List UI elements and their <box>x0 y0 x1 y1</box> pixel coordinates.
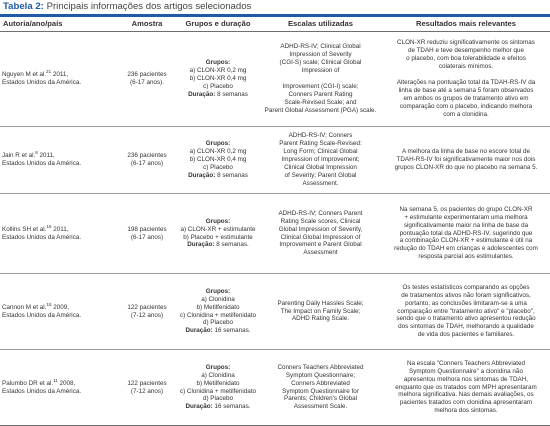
scales-line: Impression of <box>301 67 340 75</box>
scales-cell <box>259 127 382 194</box>
author-country: Estados Unidos da América. <box>2 160 82 167</box>
author-country: Estados Unidos da América. <box>2 79 82 86</box>
sample-size: 198 pacientes <box>127 225 167 233</box>
scales-cell <box>259 350 382 426</box>
author-name: Nguyen M et al. <box>2 71 47 79</box>
reference-number: 21 <box>46 69 52 74</box>
scales-line: The Impact on Family Scale; <box>280 307 361 315</box>
results-line: Alterações na pontuação total da TDAH-RS-IV da <box>396 78 536 86</box>
table-row <box>0 32 550 127</box>
results-line: a combinação CLON-XR + estimulante é útil na <box>399 237 533 245</box>
groups-cell <box>177 127 259 194</box>
results-line: sendo que o tratamento ativo apresentou redução <box>396 315 536 323</box>
results-line: + estimulante experimentaram uma melhora <box>404 213 528 221</box>
caption-text: Principais informações dos artigos selecionados <box>46 1 252 12</box>
scales-line: ADHD-RS-IV; Clinical Global <box>280 43 361 51</box>
scales-line: Improvement (CGI-I) scale; <box>282 82 359 90</box>
group-item: b) Placebo + estimulante <box>183 233 253 241</box>
caption-label: Tabela 2: <box>3 1 44 12</box>
author-year: 2011, <box>37 152 55 160</box>
results-cell <box>382 350 550 426</box>
reference-number: 16 <box>46 223 52 229</box>
groups-cell <box>177 274 259 350</box>
results-line: de TDAH e teve desempenho melhor que <box>407 47 525 55</box>
results-line: pontuação total da ADHD-RS-IV, sugerindo que <box>399 229 533 237</box>
results-line: comparação entre "tratamento ativo" e "placebo", <box>397 307 535 315</box>
sample-cell <box>117 274 177 350</box>
results-line: colaterais mínimos. <box>438 63 494 71</box>
group-item: b) Metilfenidato <box>196 303 240 311</box>
results-cell <box>382 32 550 127</box>
scales-line: (CGI-S) scale; Clinical Global <box>279 59 362 67</box>
results-line: Symptom Questionnaire" a clonidina não <box>409 367 523 375</box>
group-item: c) Placebo <box>203 163 233 171</box>
scales-line: Impression of Severity <box>289 51 352 59</box>
table-row <box>0 274 550 350</box>
author-country: Estados Unidos da América. <box>2 233 82 241</box>
groups-cell <box>177 32 259 127</box>
author-year: 2011, <box>51 71 69 79</box>
scales-line: Rating Scale scores, Clinical <box>280 217 361 225</box>
results-line: melhora significativa. Nas demais avaliações, os <box>398 391 534 399</box>
results-line: linha de base até a semana 5 foram observados <box>398 86 534 94</box>
groups-title: Grupos: <box>205 217 231 225</box>
group-item: a) CLON-XR + estimulante <box>180 225 256 233</box>
scales-line: Conners Abbreviated <box>291 379 350 387</box>
scales-line: ADHD-RS-IV; Conners <box>288 132 353 140</box>
results-line: redução do TDAH em crianças e adolescentes com <box>394 245 538 253</box>
scales-line: Scale-Revised Scale; and <box>284 98 357 106</box>
sample-cell <box>117 127 177 194</box>
author-year: 2011, <box>51 225 69 233</box>
scales-line: Assessment. <box>302 179 339 187</box>
author-name: Kollins SH et al. <box>2 225 47 233</box>
duration-value: 16 semanas. <box>212 403 251 411</box>
scales-line: ADHD-RS-IV; Conners Parent <box>278 209 363 217</box>
scales-line: ADHD Rating Scale. <box>291 315 350 323</box>
results-line: Os testes estatísticos comparando as opções <box>402 283 530 291</box>
reference-number: 15 <box>46 301 52 307</box>
groups-title: Grupos: <box>205 140 231 148</box>
duration-label: Duração: <box>188 171 216 179</box>
results-line: pacientes tratados com clonidina apresentaram <box>399 399 533 407</box>
header-results: Resultados mais relevantes <box>382 17 550 32</box>
author-cell <box>0 274 117 350</box>
results-line: de tratamentos ativos não foram significativos, <box>401 291 531 299</box>
scales-cell <box>259 194 382 274</box>
results-line: enquanto que os tratados com MPH apresentaram <box>395 383 537 391</box>
group-item: a) Clonidina <box>201 295 235 303</box>
scales-line: Clinical Global Impression <box>284 163 357 171</box>
scales-line: Improvement e Parent Global <box>279 241 362 249</box>
sample-age: (7-12 anos) <box>130 387 164 395</box>
results-line: portanto, as conclusões limitaram-se a uma <box>405 299 527 307</box>
group-item: a) Clonidina <box>201 371 235 379</box>
results-line: grupos CLON-XR do que no placebo na semana 5. <box>394 163 538 171</box>
scales-line: Parents; Children's Global <box>284 395 357 403</box>
groups-title: Grupos: <box>205 59 231 67</box>
header-author: Autoria/ano/país <box>0 17 117 32</box>
scales-line: Conners Teachers Abbreviated <box>277 363 364 371</box>
duration-label: Duração: <box>188 90 216 98</box>
author-name: Cannon M et al. <box>2 303 47 311</box>
duration-label: Duração: <box>185 327 213 335</box>
group-item: d) Placebo <box>202 319 234 327</box>
duration-value: 16 semanas. <box>212 327 251 335</box>
group-item: c) Clonidina + metilfenidato <box>179 311 257 319</box>
duration-value: 8 semanas <box>215 171 248 179</box>
results-line: comparação com o placebo, indicando melhora <box>399 102 533 110</box>
table-header-row <box>0 17 550 32</box>
table-row <box>0 350 550 426</box>
articles-table <box>0 17 550 426</box>
header-scales: Escalas utilizadas <box>259 17 382 32</box>
group-item: a) CLON-XR 0,2 mg <box>189 148 247 156</box>
group-item: b) Metilfenidato <box>196 379 240 387</box>
results-line: TDAH-RS-IV foi significativamente maior nos dois <box>396 156 536 164</box>
author-name: Jain R et al. <box>2 152 36 160</box>
sample-age: (6-17 anos) <box>130 233 164 241</box>
author-cell <box>0 350 117 426</box>
header-groups: Grupos e duração <box>177 17 259 32</box>
duration-value: 8 semanas <box>215 90 248 98</box>
groups-title: Grupos: <box>205 287 231 295</box>
author-cell <box>0 194 117 274</box>
author-cell <box>0 127 117 194</box>
scales-line: Parent Rating Scale-Revised: <box>279 140 362 148</box>
duration-label: Duração: <box>185 403 213 411</box>
scales-line: Assessment Scale. <box>293 403 348 411</box>
results-line: Na semana 5, os pacientes do grupo CLON-XR <box>399 205 533 213</box>
groups-cell <box>177 350 259 426</box>
author-year: 2008, <box>57 379 76 387</box>
author-name: Palumbo DR et al. <box>2 379 54 387</box>
results-cell <box>382 127 550 194</box>
results-line: resposta parcial aos estimulantes. <box>418 253 514 261</box>
duration-value: 8 semanas. <box>214 241 249 249</box>
author-cell <box>0 32 117 127</box>
groups-title: Grupos: <box>205 363 231 371</box>
sample-cell <box>117 194 177 274</box>
scales-line: Conners Parent Rating <box>288 90 353 98</box>
results-line: em ambos os grupos de tratamento ativo em <box>403 94 529 102</box>
sample-cell <box>117 32 177 127</box>
sample-size: 122 pacientes <box>127 379 167 387</box>
group-item: d) Placebo <box>202 395 234 403</box>
results-line: de vida dos pacientes e familiares. <box>417 331 515 339</box>
sample-size: 122 pacientes <box>127 303 167 311</box>
scales-line: Long Form; Clinical Global <box>283 148 358 156</box>
reference-number: 8 <box>35 150 38 155</box>
results-cell <box>382 194 550 274</box>
scales-line: of Severity; Parent Global <box>284 171 357 179</box>
group-item: b) CLON-XR 0,4 mg <box>189 156 247 164</box>
group-item: a) CLON-XR 0,2 mg <box>189 67 247 75</box>
sample-size: 236 pacientes <box>127 152 167 160</box>
scales-line: Parent Global Assessment (PGA) scale. <box>264 106 377 114</box>
results-line: apresentou melhora nos sintomas de TDAH, <box>403 375 529 383</box>
group-item: b) CLON-XR 0,4 mg <box>189 75 247 83</box>
scales-cell <box>259 32 382 127</box>
results-line: significativamente maior na linha de base da <box>403 221 529 229</box>
sample-size: 236 pacientes <box>127 71 167 79</box>
sample-age: (6-17 anos) <box>130 160 164 167</box>
table-caption <box>3 0 251 14</box>
scales-line: Symptom Questionnaire; <box>285 371 356 379</box>
sample-cell <box>117 350 177 426</box>
table-row <box>0 194 550 274</box>
reference-number: 11 <box>53 377 58 383</box>
scales-line: Global Impression of Severity, <box>278 225 363 233</box>
results-line: Na escala "Conners Teachers Abbreviated <box>407 359 525 367</box>
scales-line: Assessment <box>303 249 338 257</box>
results-line: CLON-XR reduziu significativamente os sintomas <box>397 39 535 47</box>
group-item: c) Clonidina + metilfenidato <box>179 387 257 395</box>
results-cell <box>382 274 550 350</box>
results-line: dos sintomas de TDAH, melhorando a qualidade <box>398 323 534 331</box>
table-row <box>0 127 550 194</box>
scales-line: Parenting Daily Hassles Scale; <box>277 299 364 307</box>
group-item: c) Placebo <box>203 82 233 90</box>
scales-line: Symptom Questionnaire for <box>282 387 359 395</box>
sample-age: (6-17 anos). <box>130 79 164 86</box>
author-country: Estados Unidos da América. <box>2 387 82 395</box>
results-line: o placebo, com boa tolerabilidade e efeitos <box>406 55 526 63</box>
scales-line: Impression of Improvement; <box>281 156 360 164</box>
results-line: melhora dos sintomas. <box>434 407 498 415</box>
groups-cell <box>177 194 259 274</box>
author-country: Estados Unidos da América. <box>2 311 82 319</box>
author-year: 2009, <box>51 303 69 311</box>
results-line: com a clonidina. <box>443 110 489 118</box>
scales-line: Clinical Global Impression of <box>280 233 361 241</box>
duration-label: Duração: <box>187 241 215 249</box>
header-sample: Amostra <box>117 17 177 32</box>
sample-age: (7-12 anos) <box>130 311 164 319</box>
scales-cell <box>259 274 382 350</box>
results-line: A melhora da linha de base no escore total de <box>401 148 531 156</box>
